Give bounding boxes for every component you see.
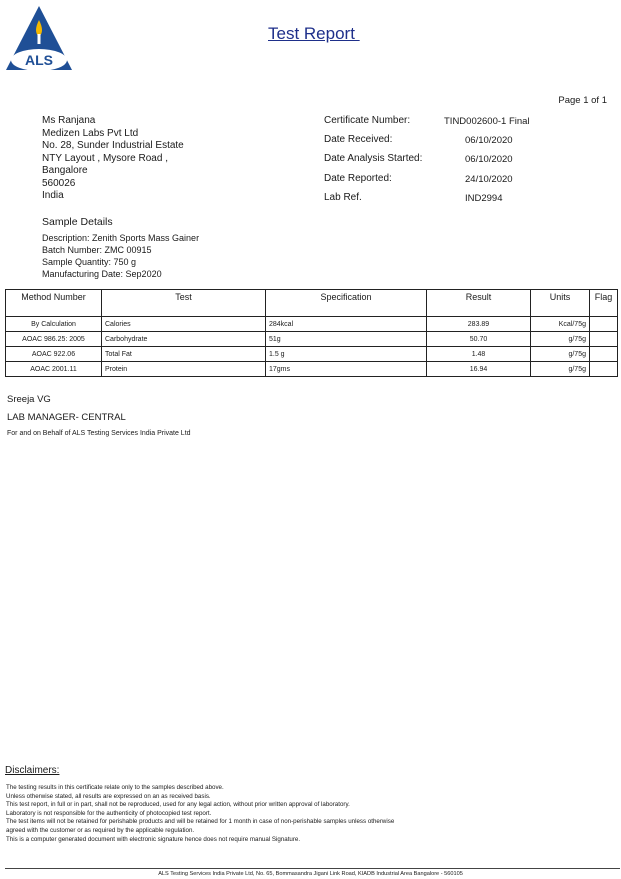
recipient-address bbox=[42, 115, 184, 203]
cell-method: AOAC 2001.11 bbox=[6, 362, 102, 377]
lab-ref-value: IND2994 bbox=[465, 193, 503, 204]
column-header-specification: Specification bbox=[266, 290, 427, 317]
cell-units: Kcal/75g bbox=[531, 317, 590, 332]
column-header-result: Result bbox=[427, 290, 531, 317]
table-row bbox=[6, 362, 618, 377]
address-line: Ms Ranjana bbox=[42, 115, 96, 126]
disclaimer-line: Unless otherwise stated, all results are expressed on an as received basis. bbox=[6, 792, 211, 800]
cell-units: g/75g bbox=[531, 347, 590, 362]
column-header-test: Test bbox=[102, 290, 266, 317]
address-line: Bangalore bbox=[42, 165, 88, 176]
sample-quantity: Sample Quantity: 750 g bbox=[42, 257, 137, 267]
disclaimer-line: The testing results in this certificate relate only to the samples described above. bbox=[6, 784, 224, 791]
address-line: Medizen Labs Pvt Ltd bbox=[42, 127, 139, 139]
results-table bbox=[5, 289, 618, 377]
column-header-units: Units bbox=[531, 290, 590, 317]
column-header-method: Method Number bbox=[6, 290, 102, 317]
address-line: India bbox=[42, 190, 64, 201]
cell-specification: 1.5 g bbox=[266, 347, 427, 362]
cell-method: AOAC 922.06 bbox=[6, 347, 102, 362]
date-received-label: Date Received: bbox=[324, 134, 393, 145]
signer-role: LAB MANAGER- CENTRAL bbox=[7, 412, 126, 423]
footer-address: ALS Testing Services India Private Ltd, No. 65, Bommasandra Jigani Link Road, KIADB Industrial Area Bangalore - 560105 bbox=[158, 871, 463, 877]
page-title: Test Report bbox=[268, 24, 360, 43]
sample-manufacturing-date: Manufacturing Date: Sep2020 bbox=[42, 269, 162, 279]
cell-method: AOAC 986.25: 2005 bbox=[6, 332, 102, 347]
cell-result: 283.89 bbox=[427, 317, 531, 332]
disclaimer-line: This is a computer generated document with electronic signature hence does not require manual Signature. bbox=[6, 835, 301, 843]
date-reported-label: Date Reported: bbox=[324, 173, 392, 184]
lab-ref-label: Lab Ref. bbox=[324, 192, 362, 203]
address-line: 560026 bbox=[42, 177, 76, 189]
cell-test: Total Fat bbox=[102, 347, 266, 362]
cell-flag bbox=[590, 317, 618, 332]
cell-specification: 284kcal bbox=[266, 317, 427, 332]
cell-test: Carbohydrate bbox=[102, 332, 266, 347]
on-behalf-text: For and on Behalf of ALS Testing Services India Private Ltd bbox=[7, 430, 191, 437]
cell-result: 16.94 bbox=[427, 362, 531, 377]
disclaimers-heading: Disclaimers: bbox=[5, 765, 60, 776]
cell-specification: 51g bbox=[266, 332, 427, 347]
table-row bbox=[6, 332, 618, 347]
table-header-row bbox=[6, 290, 618, 317]
cell-units: g/75g bbox=[531, 332, 590, 347]
footer-divider bbox=[5, 868, 620, 869]
cell-test: Calories bbox=[102, 317, 266, 332]
disclaimer-line: The test items will not be retained for perishable products and will be retained for 1 month in case of non-perishable samples unless otherwise bbox=[6, 818, 395, 826]
address-line: No. 28, Sunder Industrial Estate bbox=[42, 140, 184, 151]
cell-specification: 17gms bbox=[266, 362, 427, 377]
cell-test: Protein bbox=[102, 362, 266, 377]
disclaimers-list bbox=[6, 784, 394, 844]
column-header-flag: Flag bbox=[590, 290, 618, 317]
disclaimer-line: This test report, in full or in part, shall not be reproduced, used for any legal action, without prior written approval of laboratory. bbox=[6, 801, 350, 809]
table-row bbox=[6, 317, 618, 332]
page-number: Page 1 of 1 bbox=[558, 95, 607, 106]
date-analysis-started-label: Date Analysis Started: bbox=[324, 153, 423, 164]
sample-details-heading: Sample Details bbox=[42, 216, 113, 228]
disclaimer-line: agreed with the customer or as required by the applicable regulation. bbox=[6, 826, 195, 834]
cell-result: 1.48 bbox=[427, 347, 531, 362]
date-received-value: 06/10/2020 bbox=[465, 135, 513, 146]
certificate-number-value: TIND002600-1 Final bbox=[444, 116, 530, 127]
svg-text:ALS: ALS bbox=[25, 52, 53, 68]
date-analysis-started-value: 06/10/2020 bbox=[465, 154, 513, 165]
disclaimer-line: Laboratory is not responsible for the authenticity of photocopied test report. bbox=[6, 809, 212, 817]
sample-batch-number: Batch Number: ZMC 00915 bbox=[42, 245, 152, 255]
table-row bbox=[6, 347, 618, 362]
cell-method: By Calculation bbox=[6, 317, 102, 332]
cell-result: 50.70 bbox=[427, 332, 531, 347]
sample-description: Description: Zenith Sports Mass Gainer bbox=[42, 233, 200, 243]
date-reported-value: 24/10/2020 bbox=[465, 174, 513, 185]
als-logo bbox=[4, 4, 74, 72]
certificate-number-label: Certificate Number: bbox=[324, 115, 411, 126]
cell-units: g/75g bbox=[531, 362, 590, 377]
cell-flag bbox=[590, 332, 618, 347]
signer-name: Sreeja VG bbox=[7, 394, 51, 405]
cell-flag bbox=[590, 362, 618, 377]
cell-flag bbox=[590, 347, 618, 362]
address-line: NTY Layout , Mysore Road , bbox=[42, 152, 168, 164]
